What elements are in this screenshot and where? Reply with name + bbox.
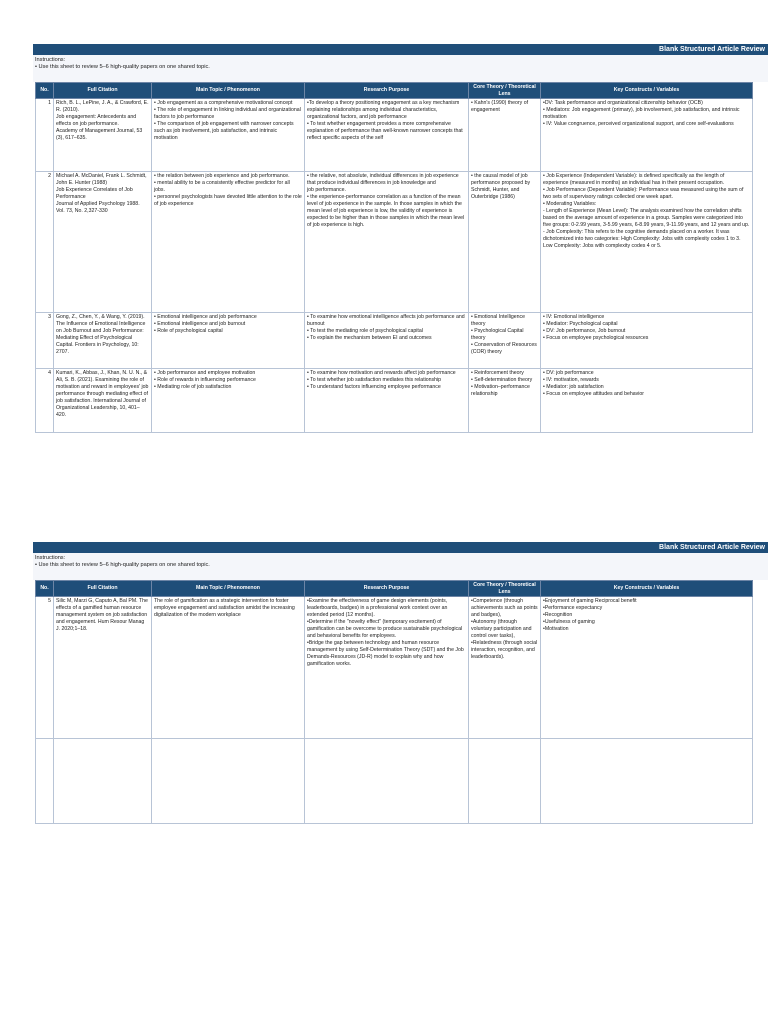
citation-cell[interactable] [54,172,152,313]
cell-line: • Job performance and employee motivation [154,370,256,376]
cell-line: • IV: Emotional intelligence [543,314,605,320]
header-full-citation: Full Citation [54,581,152,597]
cell-line: •Enjoyment of gaming Reciprocal benefit [543,598,637,604]
cell-line: • Job Experience (Independent Variable): is defined specifically as the length of experience (measured in months) an individual has in their present occupation. [543,173,726,186]
topic-cell[interactable] [152,597,305,739]
topic-cell[interactable] [152,739,305,824]
header-main-topic: Main Topic / Phenomenon [152,581,305,597]
cell-line: • To examine how motivation and rewards affect job performance [307,370,456,376]
cell-line: • Moderating Variables: [543,201,597,207]
header-research-purpose: Research Purpose [305,581,469,597]
cell-line: •Relatedness (through social interaction, recognition, and leaderboards). [471,640,539,660]
purpose-cell[interactable] [305,99,469,172]
cell-line: • the relative, not absolute, individual differences in job experience that produce individual differences in job knowledge and [307,173,461,186]
cell-line: • Mediator: Psychological capital [543,321,618,327]
cell-line: • Emotional Intelligence theory [471,314,527,327]
instructions-heading: Instructions: [35,57,66,63]
constructs-cell[interactable] [541,597,753,739]
constructs-cell[interactable] [541,739,753,824]
cell-line: • IV: Value congruence, perceived organizational support, and core self-evaluations [543,121,734,127]
cell-line: The role of gamification as a strategic intervention to foster employee engagement and satisfaction amidst the increasing digitalization of the modern workplace [154,598,297,618]
header-key-constructs: Key Constructs / Variables [541,83,753,99]
cell-line: •DV: Task performance and organizational citizenship behavior (OCB) [543,100,703,106]
cell-line: • To test whether engagement provides a more comprehensive explanation of performance than well-known narrower concepts that reflect specific aspects of the self [307,121,465,141]
cell-line: • Reinforcement theory [471,370,524,376]
instructions-text: • Use this sheet to review 5–6 high-quality papers on one shared topic. [35,562,210,568]
topic-cell[interactable] [152,172,305,313]
table-row [36,369,753,433]
cell-line: Kumari, K., Abbas, J., Khan, N. U. N., & Ali, S. B. (2021). Examining the role of motivation and reward in employees' job performance through mediating effect of job satisfaction. International Journal of Organizational Leadership, 10, 401–420. [56,370,150,418]
cell-line: •Bridge the gap between technology and human resource management by using Self-Determination Theory (SDT) and the Job Demands-Resources (JD-R) model to explain why and how gamification works. [307,640,466,667]
row-number: 5 [36,597,54,739]
cell-line: • DV: Job performance, Job burnout [543,328,626,334]
cell-line: •Recognition [543,612,573,618]
cell-line: •To develop a theory positioning engagement as a key mechanism explaining relationships among individual characteristics, organizational factors, and job performance [307,100,461,120]
header-no: No. [36,83,54,99]
cell-line: • Self-determination theory [471,377,533,383]
cell-line: • To test the mediating role of psychological capital [307,328,423,334]
review-sheet-2 [33,542,768,824]
citation-cell[interactable] [54,739,152,824]
cell-line: • the experience-performance correlation as a function of the mean level of job experience in the sample. In those samples in which the mean level of job experience is low, the validity of experience is expected to be higher than in those samples in which the mean level of job experience is high. [307,194,466,228]
purpose-cell[interactable] [305,172,469,313]
citation-cell[interactable] [54,313,152,369]
cell-line: • mental ability to be a consistently effective predictor for all jobs. [154,180,292,193]
cell-line: • IV: motivation, rewards [543,377,599,383]
cell-line: • Job engagement as a comprehensive motivational concept [154,100,293,106]
theory-cell[interactable] [469,739,541,824]
cell-line: • Role of rewards in influencing performance [154,377,256,383]
cell-line: • Psychological Capital theory [471,328,526,341]
review-table [35,82,753,433]
cell-line: •Performance expectancy [543,605,603,611]
constructs-cell[interactable] [541,99,753,172]
theory-cell[interactable] [469,172,541,313]
constructs-cell[interactable] [541,172,753,313]
constructs-cell[interactable] [541,369,753,433]
purpose-cell[interactable] [305,739,469,824]
header-no: No. [36,581,54,597]
header-core-theory: Core Theory / Theoretical Lens [469,83,541,99]
row-number: 3 [36,313,54,369]
row-number [36,739,54,824]
cell-line: job performance. [307,187,346,193]
row-number: 2 [36,172,54,313]
cell-line: - Length of Experience (Mean Level): The analysis examined how the correlation shifts based on the average amount of experience in a group. Samples were categorized into five groups: 0-2.99 years, 3-5.99 years, 6-8.99 years, 9-11.99 years, and 12 years and up. [543,208,750,228]
cell-line: • Kahn's (1990) theory of engagement [471,100,530,113]
cell-line: •Examine the effectiveness of game design elements (points, leaderboards, badges) in a professional work context over an extended period (12 months). [307,598,449,618]
cell-line: • Role of psychological capital [154,328,223,334]
cell-line: •Usefulness of gaming [543,619,595,625]
table-row [36,313,753,369]
sheet-title: Blank Structured Article Review [33,542,768,553]
purpose-cell[interactable] [305,369,469,433]
cell-line: Journal of Applied Psychology 1988. Vol. 73, No. 2,327-330 [56,201,142,214]
cell-line: • DV: job performance [543,370,594,376]
cell-line: • Emotional intelligence and job burnout [154,321,246,327]
cell-line: • The role of engagement in linking individual and organizational factors to job performance [154,107,303,120]
cell-line: Silic M, Marzi G, Caputo A, Bal PM. The effects of a gamified human resource management system on job satisfaction and engagement. Hum Resour Manag J. 2020;1–18. [56,598,150,632]
cell-line: • Motivation–performance relationship [471,384,532,397]
cell-line: • To understand factors influencing employee performance [307,384,441,390]
cell-line: • To explain the mechanism between EI and outcomes [307,335,432,341]
cell-line: • To test whether job satisfaction mediates this relationship [307,377,442,383]
header-key-constructs: Key Constructs / Variables [541,581,753,597]
cell-line: • the causal model of job performance proposed by Schmidt, Hunter, and Outerbridge (1986) [471,173,532,200]
theory-cell[interactable] [469,369,541,433]
cell-line: • Mediating role of job satisfaction [154,384,232,390]
theory-cell[interactable] [469,597,541,739]
topic-cell[interactable] [152,313,305,369]
table-row [36,597,753,739]
header-row [36,83,753,99]
purpose-cell[interactable] [305,597,469,739]
table-row [36,172,753,313]
cell-line: • Conservation of Resources (COR) theory [471,342,539,355]
cell-line: Gong, Z., Chen, Y., & Wang, Y. (2019). The Influence of Emotional Intelligence on Job Burnout and Job Performance: Mediating Effect of Psychological Capital. Frontiers in Psychology, 10: 2707. [56,314,147,355]
cell-line: • Emotional intelligence and job performance [154,314,257,320]
topic-cell[interactable] [152,369,305,433]
constructs-cell[interactable] [541,313,753,369]
table-row-empty [36,739,753,824]
instructions [33,553,768,580]
cell-line: • Job Performance (Dependent Variable): Performance was measured using the sum of two sets of supervisory ratings collected one week apart. [543,187,745,200]
citation-cell[interactable] [54,99,152,172]
header-main-topic: Main Topic / Phenomenon [152,83,305,99]
cell-line: • The comparison of job engagement with narrower concepts such as job involvement, job satisfaction, and intrinsic motivation [154,121,296,141]
review-table [35,580,753,824]
header-research-purpose: Research Purpose [305,83,469,99]
citation-cell[interactable] [54,369,152,433]
cell-line: • Focus on employee attitudes and behavior [543,391,645,397]
cell-line: • To examine how emotional intelligence affects job performance and burnout [307,314,467,327]
cell-line: Job Experience Correlates of Job Performance [56,187,135,200]
cell-line: •Motivation [543,626,569,632]
purpose-cell[interactable] [305,313,469,369]
header-core-theory: Core Theory / Theoretical Lens [469,581,541,597]
cell-line: • personnel psychologists have devoted little attention to the role of job experience [154,194,304,207]
cell-line: Michael A. McDaniel, Frank L. Schmidt, John E. Hunter (1988) [56,173,148,186]
cell-line: • Focus on employee psychological resources [543,335,649,341]
instructions-text: • Use this sheet to review 5–6 high-quality papers on one shared topic. [35,64,210,70]
cell-line: •Determine if the "novelty effect" (temporary excitement) of gamification can be overcome to produce sustainable psychological and behavioral benefits for employees. [307,619,464,639]
topic-cell[interactable] [152,99,305,172]
cell-line: Job engagement: Antecedents and effects on job performance. [56,114,138,127]
cell-line: •Autonomy (through voluntary participation and control over tasks), [471,619,534,639]
row-number: 1 [36,99,54,172]
table-row [36,99,753,172]
cell-line: Rich, B. L., LePine, J. A., & Crawford, E. R. (2010). [56,100,151,113]
cell-line: Academy of Management Journal, 53 (3), 617–635. [56,128,144,141]
citation-cell[interactable] [54,597,152,739]
cell-line: • the relation between job experience and job performance. [154,173,290,179]
sheet-title: Blank Structured Article Review [33,44,768,55]
header-row [36,581,753,597]
theory-cell[interactable] [469,313,541,369]
cell-line: • Mediators: Job engagement (primary), job involvement, job satisfaction, and intrinsic motivation [543,107,741,120]
cell-line: - Job Complexity: This refers to the cognitive demands placed on a worker. It was dichotomized into two categories: High Complexity: Jobs with complexity codes 1 to 3. Low Complexity: Jobs with complexity codes 4 or 5. [543,229,742,249]
instructions-heading: Instructions: [35,555,66,561]
cell-line: •Competence (through achievements such as points and badges), [471,598,540,618]
review-sheet-1 [33,44,768,433]
cell-line: • Mediator: job satisfaction [543,384,604,390]
theory-cell[interactable] [469,99,541,172]
instructions [33,55,768,82]
header-full-citation: Full Citation [54,83,152,99]
row-number: 4 [36,369,54,433]
